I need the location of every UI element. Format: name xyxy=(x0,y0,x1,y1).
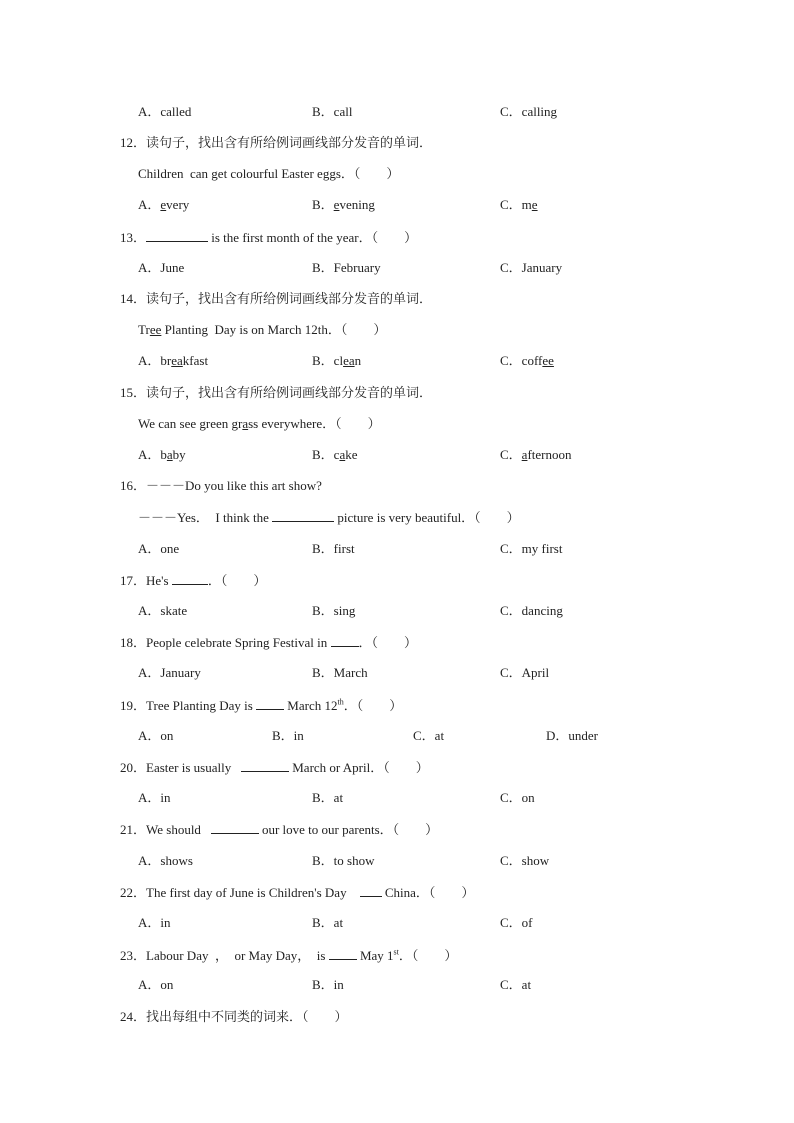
q15-option-a[interactable]: A．baby xyxy=(138,447,186,462)
answer-blank[interactable] xyxy=(331,634,359,647)
answer-blank[interactable] xyxy=(256,697,284,710)
q18-stem: 18．People celebrate Spring Festival in ．（ ） xyxy=(120,635,418,650)
q15-option-c[interactable]: C．afternoon xyxy=(500,447,572,462)
q18-option-c[interactable]: C．April xyxy=(500,665,550,680)
q13-option-a[interactable]: A．June xyxy=(138,260,185,275)
q19-option-b[interactable]: B．in xyxy=(272,728,304,743)
q20-option-b[interactable]: B．at xyxy=(312,790,344,805)
q16-option-b[interactable]: B．first xyxy=(312,541,355,556)
q11-option-b[interactable]: B．call xyxy=(312,104,353,119)
q16-stem: 16．－－－Do you like this art show? xyxy=(120,478,322,493)
q13-stem: 13． is the first month of the year．（ ） xyxy=(120,230,418,245)
q24-stem: 24．找出每组中不同类的词来．（ ） xyxy=(120,1009,348,1024)
q12-stem: 12．读句子，找出含有所给例词画线部分发音的单词． xyxy=(120,135,433,150)
q15-stem: 15．读句子，找出含有所给例词画线部分发音的单词． xyxy=(120,385,433,400)
q20-option-c[interactable]: C．on xyxy=(500,790,535,805)
q22-stem: 22．The first day of June is Children's Day China．（ ） xyxy=(120,885,475,900)
answer-blank[interactable] xyxy=(360,884,382,897)
q12-option-b[interactable]: B．evening xyxy=(312,197,375,212)
answer-blank[interactable] xyxy=(146,229,208,242)
q23-stem: 23．Labour Day ， or May Day， is May 1st．（ ） xyxy=(120,947,458,963)
answer-blank[interactable] xyxy=(211,821,259,834)
q21-option-a[interactable]: A．shows xyxy=(138,853,193,868)
q11-option-c[interactable]: C．calling xyxy=(500,104,558,119)
q17-option-b[interactable]: B．sing xyxy=(312,603,356,618)
q22-option-b[interactable]: B．at xyxy=(312,915,344,930)
q21-stem: 21．We should our love to our parents．（ ） xyxy=(120,822,439,837)
q14-sentence: Tree Planting Day is on March 12th．（ ） xyxy=(138,322,387,337)
q14-option-a[interactable]: A．breakfast xyxy=(138,353,209,368)
q19-stem: 19．Tree Planting Day is March 12th．（ ） xyxy=(120,697,403,713)
q19-option-c[interactable]: C．at xyxy=(413,728,445,743)
q20-option-a[interactable]: A．in xyxy=(138,790,171,805)
q17-option-a[interactable]: A．skate xyxy=(138,603,188,618)
q23-option-c[interactable]: C．at xyxy=(500,977,532,992)
q18-option-b[interactable]: B．March xyxy=(312,665,368,680)
q19-option-a[interactable]: A．on xyxy=(138,728,174,743)
q12-sentence: Children can get colourful Easter eggs．（ ） xyxy=(138,166,400,181)
answer-blank[interactable] xyxy=(329,947,357,960)
q13-option-c[interactable]: C．January xyxy=(500,260,563,275)
q16-option-a[interactable]: A．one xyxy=(138,541,180,556)
q22-option-a[interactable]: A．in xyxy=(138,915,171,930)
q15-sentence: We can see green grass everywhere．（ ） xyxy=(138,416,381,431)
q20-stem: 20．Easter is usually March or April．（ ） xyxy=(120,760,429,775)
q17-option-c[interactable]: C．dancing xyxy=(500,603,563,618)
q12-option-a[interactable]: A．every xyxy=(138,197,190,212)
answer-blank[interactable] xyxy=(172,572,208,585)
q17-stem: 17．He's ．（ ） xyxy=(120,573,267,588)
q14-stem: 14．读句子，找出含有所给例词画线部分发音的单词． xyxy=(120,291,433,306)
q21-option-b[interactable]: B．to show xyxy=(312,853,375,868)
q21-option-c[interactable]: C．show xyxy=(500,853,550,868)
answer-blank[interactable] xyxy=(272,509,334,522)
q15-option-b[interactable]: B．cake xyxy=(312,447,358,462)
q16-reply: －－－Yes． I think the picture is very beautiful．（ ） xyxy=(138,510,520,525)
q12-option-c[interactable]: C．me xyxy=(500,197,538,212)
q23-option-b[interactable]: B．in xyxy=(312,977,344,992)
q23-option-a[interactable]: A．on xyxy=(138,977,174,992)
answer-blank[interactable] xyxy=(241,759,289,772)
q16-option-c[interactable]: C．my first xyxy=(500,541,563,556)
q19-option-d[interactable]: D．under xyxy=(546,728,598,743)
q22-option-c[interactable]: C．of xyxy=(500,915,533,930)
q14-option-c[interactable]: C．coffee xyxy=(500,353,554,368)
q11-option-a[interactable]: A．called xyxy=(138,104,192,119)
q14-option-b[interactable]: B．clean xyxy=(312,353,362,368)
q18-option-a[interactable]: A．January xyxy=(138,665,201,680)
q13-option-b[interactable]: B．February xyxy=(312,260,381,275)
